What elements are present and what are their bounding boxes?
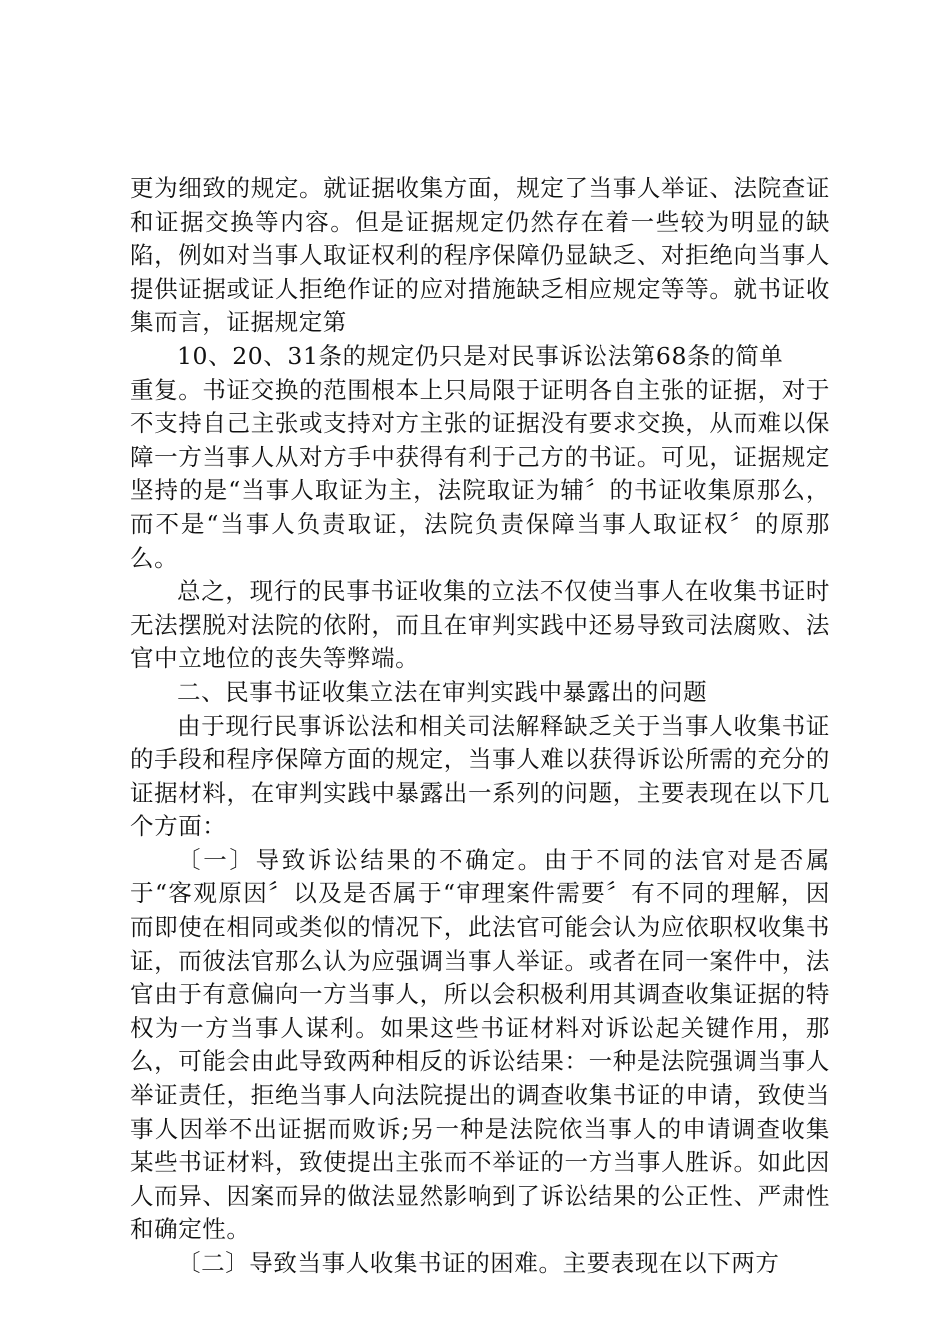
paragraph: 〔一〕导致诉讼结果的不确定。由于不同的法官对是否属于“客观原因〞以及是否属于“审理案件需要〞有不同的理解，因而即使在相同或类似的情况下，此法官可能会认为应依职权收集书证，而彼法官那么认为应强调当事人举证。或者在同一案件中，法官由于有意偏向一方当事人，所以会积极利用其调查收集证据的特权为一方当事人谋利。如果这些书证材料对诉讼起关键作用，那么，可能会由此导致两种相反的诉讼结果：一种是法院强调当事人举证责任，拒绝当事人向法院提出的调查收集书证的申请，致使当事人因举不出证据而败诉;另一种是法院依当事人的申请调查收集某些书证材料，致使提出主张而不举证的一方当事人胜诉。如此因人而异、因案而异的做法显然影响到了诉讼结果的公正性、严肃性和确定性。 [130,845,830,1244]
paragraph: 由于现行民事诉讼法和相关司法解释缺乏关于当事人收集书证的手段和程序保障方面的规定，当事人难以获得诉讼所需的充分的证据材料，在审判实践中暴露出一系列的问题，主要表现在以下几个方面： [130,711,830,841]
document-body [130,172,830,1281]
paragraph: 〔二〕导致当事人收集书证的困难。主要表现在以下两方 [177,1249,780,1277]
paragraph: 总之，现行的民事书证收集的立法不仅使当事人在收集书证时无法摆脱对法院的依附，而且在审判实践中还易导致司法腐败、法官中立地位的丧失等弊端。 [130,577,830,673]
section-heading: 二、民事书证收集立法在审判实践中暴露出的问题 [177,677,708,706]
paragraph-continued: 重复。书证交换的范围根本上只局限于证明各自主张的证据，对于不支持自己主张或支持对方主张的证据没有要求交换，从而难以保障一方当事人从对方手中获得有利于己方的书证。可见，证据规定坚持的是“当事人取证为主，法院取证为辅〞的书证收集原那么，而不是“当事人负责取证，法院负责保障当事人取证权〞的原那么。 [130,375,830,572]
paragraph-continued: 更为细致的规定。就证据收集方面，规定了当事人举证、法院查证和证据交换等内容。但是证据规定仍然存在着一些较为明显的缺陷，例如对当事人取证权利的程序保障仍显缺乏、对拒绝向当事人提供证据或证人拒绝作证的应对措施缺乏相应规定等等。就书证收集而言，证据规定第 [130,174,830,337]
paragraph-article-reference: 10、20、31条的规定仍只是对民事诉讼法第68条的简单 [177,341,784,370]
